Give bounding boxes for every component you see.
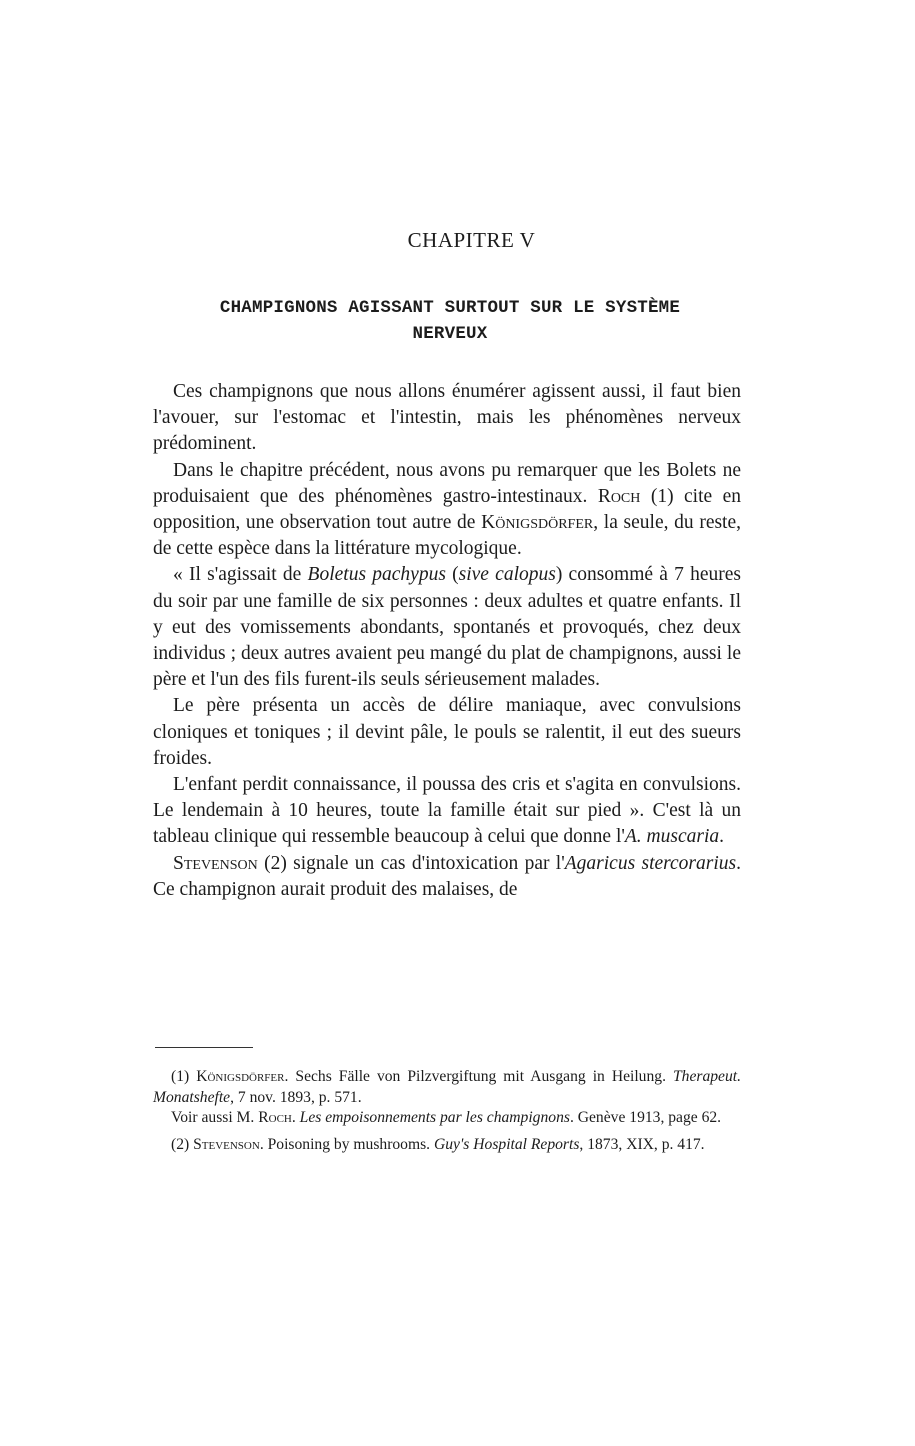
text-segment: . Ce champignon aurait produit des malaises, de: [153, 852, 741, 900]
paragraph-5: [153, 772, 741, 851]
author-name: Stevenson: [173, 852, 258, 874]
chapter-title-line-2: NERVEUX: [412, 324, 488, 344]
journal-title: Guy's Hospital Reports: [433, 1135, 580, 1153]
text-segment: , la seule, du reste, de cette espèce dans la littérature mycologique.: [153, 512, 742, 560]
body-text: [153, 379, 741, 903]
text-segment: , 7 nov. 1893, p. 571.: [230, 1088, 362, 1106]
author-name: Stevenson: [193, 1135, 260, 1153]
book-title: Les empoisonnements par les champignons: [299, 1109, 570, 1126]
species-name: Boletus pachypus: [307, 564, 446, 586]
text-segment: (1) cite en opposition, une observation tout autre de: [153, 485, 741, 534]
chapter-title: [150, 295, 750, 347]
text-segment: Voir aussi M.: [171, 1109, 259, 1126]
chapter-label: CHAPITRE V: [407, 228, 536, 252]
species-synonym: sive calopus: [458, 564, 556, 586]
text-segment: ) consommé à 7 heures du soir par une famille de six personnes : deux adultes et quatre enfants. Il y eut des vomissements abondants, spontanés et provoqués, chez deux individus ; deux autres avaient peu mangé du plat de champignons, aussi le père et l'un des fils furent-ils seuls sérieusement malades.: [153, 564, 741, 691]
chapter-title-line-1: CHAMPIGNONS AGISSANT SURTOUT SUR LE SYSTÈME: [219, 298, 681, 318]
text-segment: .: [291, 1109, 300, 1126]
paragraph-2: [153, 458, 741, 563]
text-segment: . Sechs Fälle von Pilzvergiftung mit Ausgang in Heilung.: [284, 1068, 673, 1085]
paragraph-1: Ces champignons que nous allons énumérer agissent aussi, il faut bien l'avouer, sur l'estomac et l'intestin, mais les phénomènes nerveux prédominent.: [153, 381, 741, 455]
journal-title: Therapeut. Monatshefte: [153, 1068, 741, 1106]
footnotes: [153, 1067, 741, 1155]
text-segment: . Poisoning by mushrooms.: [259, 1135, 434, 1153]
footnote-1-continued: [153, 1108, 741, 1129]
author-name: Roch: [258, 1109, 292, 1126]
footnote-number: (1): [171, 1068, 197, 1085]
footnote-divider: [155, 1047, 253, 1048]
paragraph-6: [153, 851, 741, 903]
text-segment: .: [719, 826, 725, 848]
author-name: Königsdörfer: [481, 512, 594, 534]
text-segment: . Genève 1913, page 62.: [569, 1109, 722, 1126]
text-segment: L'enfant perdit connaissance, il poussa des cris et s'agita en convulsions. Le lendemain à 10 heures, toute la famille était sur pied ». C'est là un tableau clinique qui ressemble beaucoup à celui que donne l': [153, 774, 741, 848]
footnote-number: (2): [171, 1135, 194, 1153]
paragraph-3: [153, 562, 741, 693]
text-segment: (: [445, 564, 459, 586]
author-name: Königsdörfer: [196, 1068, 285, 1085]
species-name: Agaricus stercorarius: [564, 852, 737, 874]
text-segment: « Il s'agissait de: [173, 564, 308, 586]
footnote-2: [153, 1135, 741, 1156]
footnote-1: [153, 1067, 741, 1108]
text-segment: , 1873, XIX, p. 417.: [579, 1135, 705, 1153]
text-segment: Dans le chapitre précédent, nous avons pu remarquer que les Bolets ne produisaient que des phénomènes gastro-intestinaux.: [153, 459, 741, 507]
species-name: A. muscaria: [624, 826, 720, 848]
paragraph-4: Le père présenta un accès de délire maniaque, avec convulsions cloniques et toniques ; il devint pâle, le pouls se ralentit, il eut des sueurs froides.: [153, 695, 741, 769]
author-name: Roch: [597, 485, 641, 507]
text-segment: (2) signale un cas d'intoxication par l': [257, 852, 565, 874]
